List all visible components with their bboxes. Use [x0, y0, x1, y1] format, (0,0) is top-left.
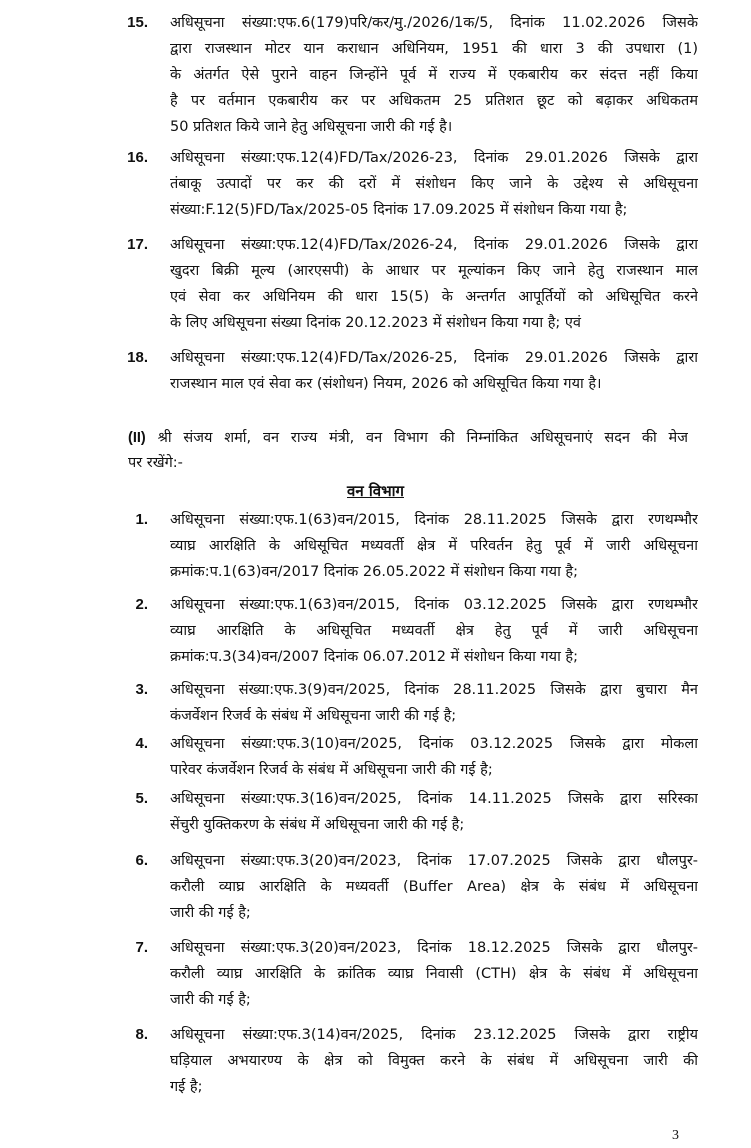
list-item-number: 1.: [135, 511, 148, 528]
list-item-number: 7.: [135, 939, 148, 956]
text-line: जारी की गई है;: [170, 905, 251, 921]
text-line: व्याघ्र आरक्षिति के अधिसूचित मध्यवर्ती क्षेत्र में परिवर्तन हेतु पूर्व में जारी अधिसूचना: [170, 538, 698, 554]
text-line: जारी की गई है;: [170, 992, 251, 1008]
text-line: राजस्थान माल एवं सेवा कर (संशोधन) नियम, 2026 को अधिसूचित किया गया है।: [170, 376, 602, 392]
text-line: संख्या:F.12(5)FD/Tax/2025-05 दिनांक 17.09.2025 में संशोधन किया गया है;: [170, 202, 628, 218]
text-line: है पर वर्तमान एकबारीय कर पर अधिकतम 25 प्रतिशत छूट को बढ़ाकर अधिकतम: [170, 93, 698, 109]
list-item-text: [170, 145, 698, 223]
text-line: अधिसूचना संख्या:एफ.3(9)वन/2025, दिनांक 28.11.2025 जिसके द्वारा बुचारा मैन: [170, 682, 698, 698]
list-item-text: [170, 592, 698, 670]
list-item-number: 16.: [127, 149, 148, 166]
text-line: अधिसूचना संख्या:एफ.1(63)वन/2015, दिनांक 28.11.2025 जिसके द्वारा रणथम्भौर: [170, 512, 698, 528]
list-item-text: [170, 677, 698, 729]
text-line: अधिसूचना संख्या:एफ.3(10)वन/2025, दिनांक 03.12.2025 जिसके द्वारा मोकला: [170, 736, 698, 752]
section-label: (II): [128, 430, 146, 446]
section-intro: [128, 426, 688, 476]
list-item-text: [170, 10, 698, 140]
list-item-text: [170, 1022, 698, 1100]
text-line: क्रमांक:प.1(63)वन/2017 दिनांक 26.05.2022 में संशोधन किया गया है;: [170, 564, 579, 580]
section-intro-line-2: पर रखेंगे:-: [128, 455, 183, 471]
text-line: खुदरा बिक्री मूल्य (आरएसपी) के आधार पर मूल्यांकन किए जाने हेतु राजस्थान माल: [170, 263, 698, 279]
text-line: करौली व्याघ्र आरक्षिति के क्रांतिक व्याघ्र निवासी (CTH) क्षेत्र के संबंध में अधिसूचना: [170, 966, 698, 982]
text-line: के लिए अधिसूचना संख्या दिनांक 20.12.2023 में संशोधन किया गया है; एवं: [170, 315, 581, 331]
list-item-number: 8.: [135, 1026, 148, 1043]
text-line: के अंतर्गत ऐसे पुराने वाहन जिन्होंने पूर्व में राज्य में एकबारीय कर संदत्त नहीं किया: [170, 67, 698, 83]
list-item-number: 15.: [127, 14, 148, 31]
list-item-number: 4.: [135, 735, 148, 752]
list-item-text: [170, 232, 698, 336]
text-line: पारेवर कंजर्वेशन रिजर्व के संबंध में अधिसूचना जारी की गई है;: [170, 762, 493, 778]
list-item-number: 17.: [127, 236, 148, 253]
text-line: कंजर्वेशन रिजर्व के संबंध में अधिसूचना जारी की गई है;: [170, 708, 457, 724]
list-item-text: [170, 848, 698, 926]
text-line: 50 प्रतिशत किये जाने हेतु अधिसूचना जारी की गई है।: [170, 119, 453, 135]
text-line: क्रमांक:प.3(34)वन/2007 दिनांक 06.07.2012 में संशोधन किया गया है;: [170, 649, 579, 665]
list-item-text: [170, 507, 698, 585]
section-intro-line-1: (II) श्री संजय शर्मा, वन राज्य मंत्री, वन विभाग की निम्नांकित अधिसूचनाएं सदन की मेज: [128, 430, 688, 446]
text-line: अधिसूचना संख्या:एफ.12(4)FD/Tax/2026-23, दिनांक 29.01.2026 जिसके द्वारा: [170, 150, 698, 166]
text-line: एवं सेवा कर अधिनियम की धारा 15(5) के अन्तर्गत आपूर्तियों को अधिसूचित करने: [170, 289, 698, 305]
section-title: वन विभाग: [347, 482, 404, 500]
text-line: अधिसूचना संख्या:एफ.3(16)वन/2025, दिनांक 14.11.2025 जिसके द्वारा सरिस्का: [170, 791, 698, 807]
list-item-number: 3.: [135, 681, 148, 698]
text-line: करौली व्याघ्र आरक्षिति के मध्यवर्ती (Buffer Area) क्षेत्र के संबंध में अधिसूचना: [170, 879, 698, 895]
text-line: द्वारा राजस्थान मोटर यान कराधान अधिनियम, 1951 की धारा 3 की उपधारा (1): [170, 41, 698, 57]
list-item-number: 18.: [127, 349, 148, 366]
text-line: अधिसूचना संख्या:एफ.12(4)FD/Tax/2026-25, दिनांक 29.01.2026 जिसके द्वारा: [170, 350, 698, 366]
text-line: गई है;: [170, 1079, 203, 1095]
list-item-number: 2.: [135, 596, 148, 613]
text-line: अधिसूचना संख्या:एफ.3(14)वन/2025, दिनांक 23.12.2025 जिसके द्वारा राष्ट्रीय: [170, 1027, 698, 1043]
text-line: अधिसूचना संख्या:एफ.3(20)वन/2023, दिनांक 17.07.2025 जिसके द्वारा धौलपुर-: [170, 853, 698, 869]
text-line: सेंचुरी युक्तिकरण के संबंध में अधिसूचना जारी की गई है;: [170, 817, 465, 833]
text-line: तंबाकू उत्पादों पर कर की दरों में संशोधन किए जाने के उद्देश्य से अधिसूचना: [170, 176, 698, 192]
list-item-text: [170, 935, 698, 1013]
text-line: अधिसूचना संख्या:एफ.6(179)परि/कर/मु./2026/1क/5, दिनांक 11.02.2026 जिसके: [170, 15, 698, 31]
text-line: व्याघ्र आरक्षिति के अधिसूचित मध्यवर्ती क्षेत्र हेतु पूर्व में जारी अधिसूचना: [170, 623, 698, 639]
text-line: घड़ियाल अभयारण्य के क्षेत्र को विमुक्त करने के संबंध में अधिसूचना जारी की: [170, 1053, 698, 1069]
list-item-number: 5.: [135, 790, 148, 807]
list-item-text: [170, 345, 698, 397]
text-line: अधिसूचना संख्या:एफ.1(63)वन/2015, दिनांक 03.12.2025 जिसके द्वारा रणथम्भौर: [170, 597, 698, 613]
text-line: अधिसूचना संख्या:एफ.12(4)FD/Tax/2026-24, दिनांक 29.01.2026 जिसके द्वारा: [170, 237, 698, 253]
page-number: 3: [672, 1128, 679, 1143]
list-item-text: [170, 731, 698, 783]
text-line: अधिसूचना संख्या:एफ.3(20)वन/2023, दिनांक 18.12.2025 जिसके द्वारा धौलपुर-: [170, 940, 698, 956]
list-item-text: [170, 786, 698, 838]
list-item-number: 6.: [135, 852, 148, 869]
